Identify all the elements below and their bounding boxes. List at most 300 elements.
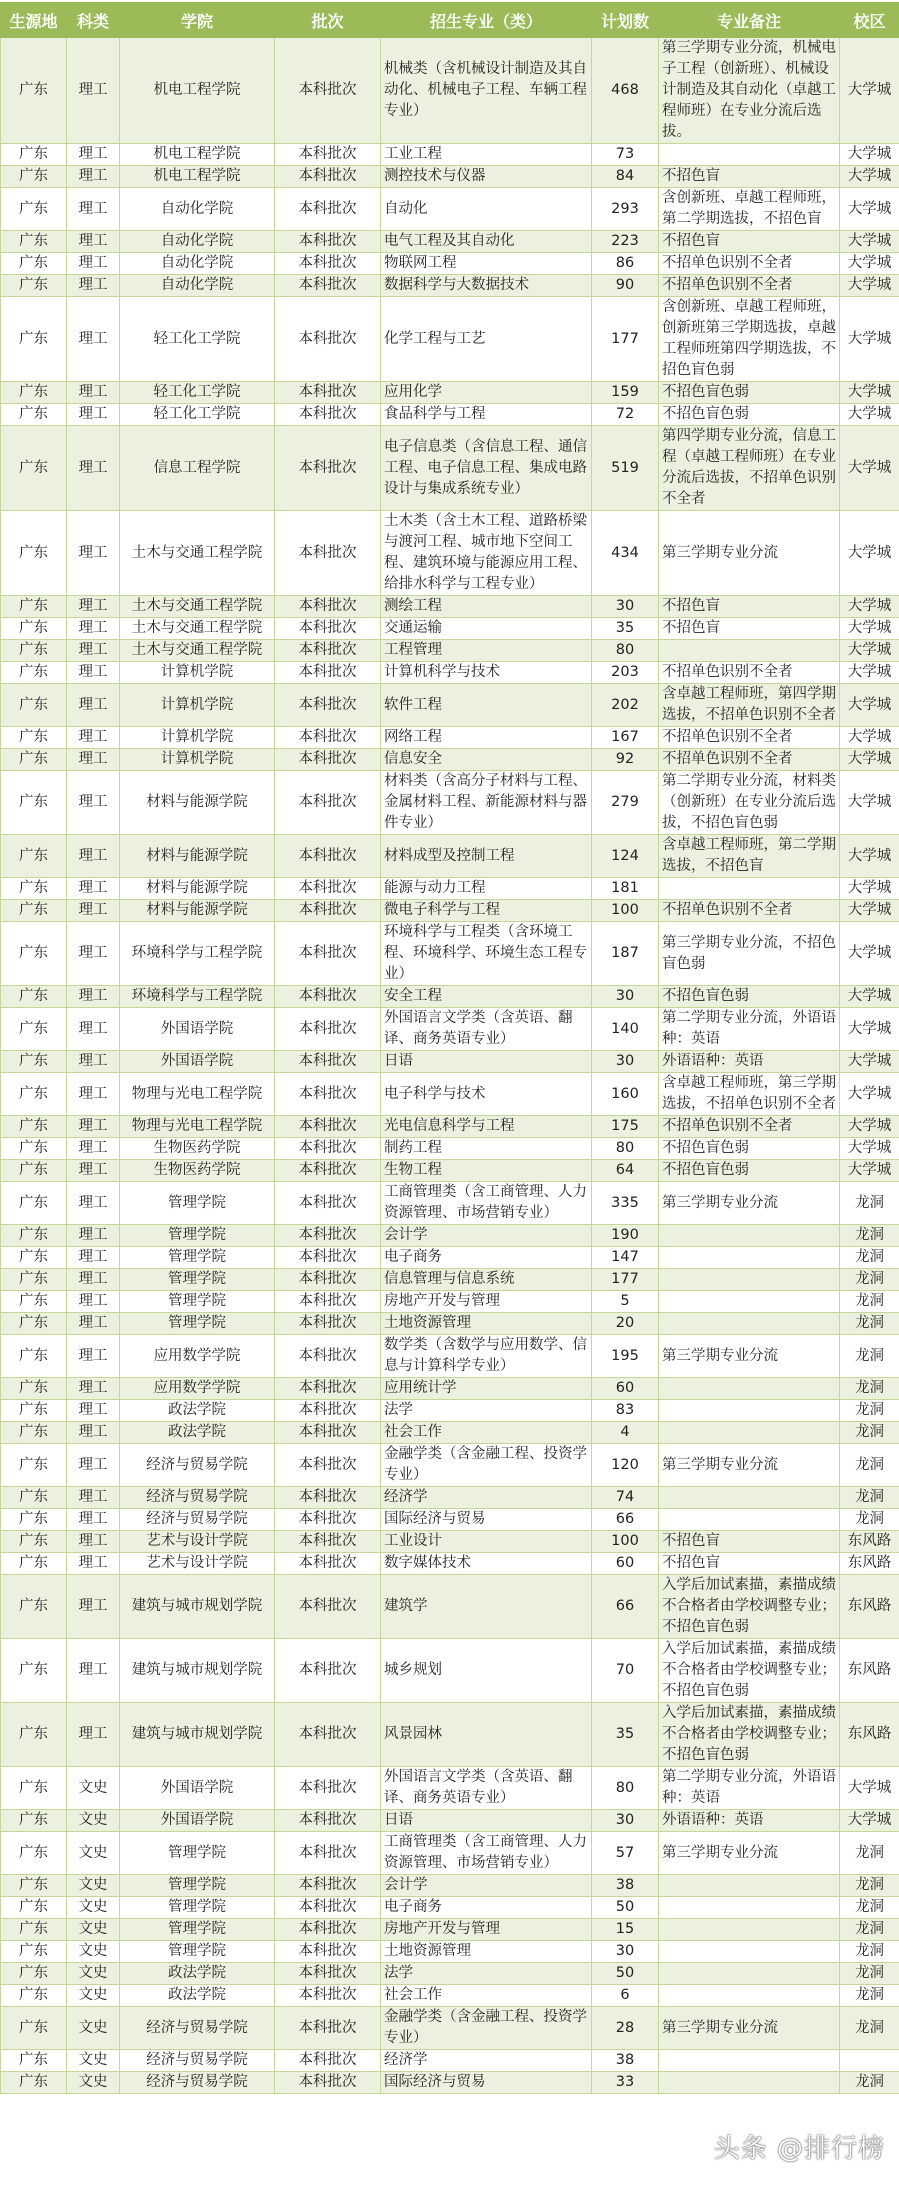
remarks-cell: 第三学期专业分流 [659,2007,840,2050]
batch-cell: 本科批次 [275,1116,381,1138]
major-cell: 交通运输 [381,618,592,640]
major-cell: 能源与动力工程 [381,878,592,900]
table-row [1,1810,899,1832]
origin-cell: 广东 [1,1832,67,1875]
campus-cell: 东风路 [840,1639,899,1703]
remarks-cell: 外语语种：英语 [659,1051,840,1073]
batch-cell: 本科批次 [275,1400,381,1422]
plan-count-cell: 90 [592,275,659,297]
college-cell: 经济与贸易学院 [120,2007,275,2050]
college-cell: 管理学院 [120,1941,275,1963]
category-cell: 理工 [67,275,120,297]
batch-cell: 本科批次 [275,684,381,727]
college-cell: 轻工化工学院 [120,382,275,404]
table-row [1,1313,899,1335]
major-cell: 电子商务 [381,1897,592,1919]
major-cell: 信息安全 [381,749,592,771]
campus-cell: 龙洞 [840,2072,899,2094]
campus-cell: 龙洞 [840,2007,899,2050]
major-cell: 电子商务 [381,1247,592,1269]
table-row [1,1182,899,1225]
major-cell: 测控技术与仪器 [381,166,592,188]
campus-cell: 大学城 [840,404,899,426]
college-cell: 艺术与设计学院 [120,1531,275,1553]
college-cell: 政法学院 [120,1422,275,1444]
remarks-cell: 第三学期专业分流，不招色盲色弱 [659,922,840,986]
major-cell: 外国语言文学类（含英语、翻译、商务英语专业） [381,1008,592,1051]
major-cell: 自动化 [381,188,592,231]
plan-count-cell: 335 [592,1182,659,1225]
remarks-cell: 不招色盲色弱 [659,1138,840,1160]
category-cell: 理工 [67,188,120,231]
plan-count-cell: 181 [592,878,659,900]
category-cell: 理工 [67,511,120,596]
college-cell: 管理学院 [120,1919,275,1941]
college-cell: 管理学院 [120,1875,275,1897]
category-cell: 理工 [67,1400,120,1422]
category-cell: 理工 [67,749,120,771]
campus-cell: 大学城 [840,426,899,511]
category-cell: 文史 [67,1767,120,1810]
origin-cell: 广东 [1,1400,67,1422]
college-cell: 管理学院 [120,1897,275,1919]
campus-cell: 大学城 [840,640,899,662]
plan-count-cell: 74 [592,1487,659,1509]
origin-cell: 广东 [1,1575,67,1639]
batch-cell: 本科批次 [275,1247,381,1269]
batch-cell: 本科批次 [275,1509,381,1531]
table-row [1,618,899,640]
remarks-cell: 不招单色识别不全者 [659,749,840,771]
origin-cell: 广东 [1,749,67,771]
enrollment-plan-table [0,2,899,2094]
remarks-cell [659,1509,840,1531]
batch-cell: 本科批次 [275,1313,381,1335]
college-cell: 应用数学学院 [120,1378,275,1400]
remarks-cell: 第三学期专业分流 [659,511,840,596]
table-row [1,1400,899,1422]
remarks-cell: 入学后加试素描，素描成绩不合格者由学校调整专业；不招色盲色弱 [659,1575,840,1639]
batch-cell: 本科批次 [275,166,381,188]
major-cell: 法学 [381,1400,592,1422]
table-row [1,1138,899,1160]
remarks-cell: 不招色盲色弱 [659,404,840,426]
campus-cell: 大学城 [840,1810,899,1832]
plan-count-cell: 30 [592,1051,659,1073]
remarks-cell [659,878,840,900]
remarks-cell: 含创新班、卓越工程师班，创新班第三学期选拔，卓越工程师班第四学期选拔，不招色盲色弱 [659,297,840,382]
major-cell: 信息管理与信息系统 [381,1269,592,1291]
college-cell: 政法学院 [120,1963,275,1985]
remarks-cell [659,144,840,166]
origin-cell: 广东 [1,986,67,1008]
table-row [1,166,899,188]
remarks-cell [659,1400,840,1422]
campus-cell: 龙洞 [840,1832,899,1875]
remarks-cell: 第二学期专业分流，材料类（创新班）在专业分流后选拔，不招色盲色弱 [659,771,840,835]
category-cell: 文史 [67,1941,120,1963]
table-row [1,1575,899,1639]
college-cell: 信息工程学院 [120,426,275,511]
table-row [1,771,899,835]
remarks-cell: 不招色盲 [659,166,840,188]
college-cell: 政法学院 [120,1985,275,2007]
category-cell: 理工 [67,166,120,188]
college-cell: 经济与贸易学院 [120,2072,275,2094]
major-cell: 城乡规划 [381,1639,592,1703]
plan-count-cell: 30 [592,596,659,618]
batch-cell: 本科批次 [275,878,381,900]
category-cell: 理工 [67,426,120,511]
campus-cell: 龙洞 [840,1247,899,1269]
major-cell: 国际经济与贸易 [381,2072,592,2094]
batch-cell: 本科批次 [275,297,381,382]
major-cell: 会计学 [381,1225,592,1247]
table-row [1,1553,899,1575]
batch-cell: 本科批次 [275,426,381,511]
table-row [1,1767,899,1810]
remarks-cell: 第三学期专业分流 [659,1335,840,1378]
campus-cell: 大学城 [840,771,899,835]
table-row [1,1269,899,1291]
major-cell: 工商管理类（含工商管理、人力资源管理、市场营销专业） [381,1182,592,1225]
college-cell: 生物医药学院 [120,1160,275,1182]
batch-cell: 本科批次 [275,618,381,640]
origin-cell: 广东 [1,771,67,835]
table-row [1,2072,899,2094]
campus-cell: 东风路 [840,1553,899,1575]
campus-cell: 大学城 [840,727,899,749]
origin-cell: 广东 [1,1008,67,1051]
table-row [1,1919,899,1941]
plan-count-cell: 203 [592,662,659,684]
header-campus: 校区 [840,3,899,38]
campus-cell [840,2050,899,2072]
plan-count-cell: 66 [592,1509,659,1531]
batch-cell: 本科批次 [275,1832,381,1875]
batch-cell: 本科批次 [275,253,381,275]
plan-count-cell: 35 [592,618,659,640]
category-cell: 理工 [67,662,120,684]
major-cell: 日语 [381,1051,592,1073]
origin-cell: 广东 [1,297,67,382]
category-cell: 理工 [67,231,120,253]
batch-cell: 本科批次 [275,1810,381,1832]
college-cell: 轻工化工学院 [120,297,275,382]
table-row [1,1703,899,1767]
remarks-cell: 不招色盲色弱 [659,986,840,1008]
campus-cell: 东风路 [840,1575,899,1639]
batch-cell: 本科批次 [275,511,381,596]
remarks-cell: 第四学期专业分流，信息工程（卓越工程师班）在专业分流后选拔，不招单色识别不全者 [659,426,840,511]
plan-count-cell: 38 [592,1875,659,1897]
batch-cell: 本科批次 [275,1985,381,2007]
table-row [1,1378,899,1400]
plan-count-cell: 177 [592,1269,659,1291]
origin-cell: 广东 [1,275,67,297]
table-row [1,640,899,662]
table-row [1,1291,899,1313]
plan-count-cell: 160 [592,1073,659,1116]
origin-cell: 广东 [1,2072,67,2094]
college-cell: 材料与能源学院 [120,900,275,922]
origin-cell: 广东 [1,188,67,231]
category-cell: 理工 [67,297,120,382]
major-cell: 网络工程 [381,727,592,749]
plan-count-cell: 175 [592,1116,659,1138]
origin-cell: 广东 [1,900,67,922]
major-cell: 土地资源管理 [381,1941,592,1963]
college-cell: 计算机学院 [120,749,275,771]
batch-cell: 本科批次 [275,1875,381,1897]
major-cell: 风景园林 [381,1703,592,1767]
plan-count-cell: 72 [592,404,659,426]
campus-cell: 龙洞 [840,1941,899,1963]
major-cell: 土木类（含土木工程、道路桥梁与渡河工程、城市地下空间工程、建筑环境与能源应用工程、给排水科学与工程专业） [381,511,592,596]
origin-cell: 广东 [1,1509,67,1531]
college-cell: 自动化学院 [120,253,275,275]
table-row [1,1008,899,1051]
origin-cell: 广东 [1,511,67,596]
plan-count-cell: 66 [592,1575,659,1639]
category-cell: 理工 [67,382,120,404]
table-row [1,426,899,511]
major-cell: 工商管理类（含工商管理、人力资源管理、市场营销专业） [381,1832,592,1875]
major-cell: 软件工程 [381,684,592,727]
origin-cell: 广东 [1,1444,67,1487]
remarks-cell: 不招色盲 [659,1531,840,1553]
batch-cell: 本科批次 [275,1444,381,1487]
category-cell: 文史 [67,1832,120,1875]
college-cell: 经济与贸易学院 [120,1509,275,1531]
remarks-cell [659,1291,840,1313]
campus-cell: 大学城 [840,618,899,640]
campus-cell: 龙洞 [840,1182,899,1225]
college-cell: 材料与能源学院 [120,771,275,835]
watermark: 头条 @排行榜 [714,2128,885,2165]
remarks-cell: 不招色盲色弱 [659,382,840,404]
category-cell: 文史 [67,1810,120,1832]
table-row [1,1487,899,1509]
plan-count-cell: 195 [592,1335,659,1378]
plan-count-cell: 64 [592,1160,659,1182]
major-cell: 材料成型及控制工程 [381,835,592,878]
table-body [1,38,899,2094]
category-cell: 理工 [67,1553,120,1575]
remarks-cell [659,1378,840,1400]
batch-cell: 本科批次 [275,596,381,618]
college-cell: 艺术与设计学院 [120,1553,275,1575]
college-cell: 物理与光电工程学院 [120,1116,275,1138]
campus-cell: 大学城 [840,144,899,166]
plan-count-cell: 100 [592,1531,659,1553]
remarks-cell: 含卓越工程师班，第二学期选拔，不招色盲 [659,835,840,878]
campus-cell: 大学城 [840,1073,899,1116]
category-cell: 理工 [67,1531,120,1553]
category-cell: 理工 [67,144,120,166]
campus-cell: 大学城 [840,662,899,684]
category-cell: 文史 [67,2007,120,2050]
category-cell: 理工 [67,1138,120,1160]
college-cell: 建筑与城市规划学院 [120,1639,275,1703]
table-row [1,1531,899,1553]
remarks-cell: 不招色盲 [659,1553,840,1575]
origin-cell: 广东 [1,684,67,727]
campus-cell: 龙洞 [840,1985,899,2007]
batch-cell: 本科批次 [275,900,381,922]
category-cell: 理工 [67,1182,120,1225]
college-cell: 管理学院 [120,1291,275,1313]
category-cell: 理工 [67,1008,120,1051]
origin-cell: 广东 [1,1639,67,1703]
campus-cell: 大学城 [840,231,899,253]
remarks-cell [659,1313,840,1335]
college-cell: 环境科学与工程学院 [120,922,275,986]
category-cell: 理工 [67,640,120,662]
batch-cell: 本科批次 [275,231,381,253]
college-cell: 土木与交通工程学院 [120,511,275,596]
plan-count-cell: 6 [592,1985,659,2007]
category-cell: 理工 [67,684,120,727]
college-cell: 管理学院 [120,1182,275,1225]
table-row [1,1335,899,1378]
header-plan-count: 计划数 [592,3,659,38]
origin-cell: 广东 [1,382,67,404]
campus-cell: 龙洞 [840,1422,899,1444]
table-row [1,1051,899,1073]
plan-count-cell: 468 [592,38,659,144]
header-college: 学院 [120,3,275,38]
remarks-cell [659,1963,840,1985]
category-cell: 理工 [67,1378,120,1400]
origin-cell: 广东 [1,1269,67,1291]
major-cell: 国际经济与贸易 [381,1509,592,1531]
plan-count-cell: 519 [592,426,659,511]
campus-cell: 龙洞 [840,1313,899,1335]
batch-cell: 本科批次 [275,1182,381,1225]
major-cell: 制药工程 [381,1138,592,1160]
table-row [1,749,899,771]
batch-cell: 本科批次 [275,275,381,297]
table-row [1,922,899,986]
remarks-cell: 不招色盲 [659,618,840,640]
origin-cell: 广东 [1,1073,67,1116]
batch-cell: 本科批次 [275,1160,381,1182]
batch-cell: 本科批次 [275,1008,381,1051]
origin-cell: 广东 [1,1703,67,1767]
college-cell: 机电工程学院 [120,144,275,166]
plan-count-cell: 30 [592,986,659,1008]
major-cell: 数字媒体技术 [381,1553,592,1575]
plan-count-cell: 167 [592,727,659,749]
origin-cell: 广东 [1,727,67,749]
college-cell: 管理学院 [120,1313,275,1335]
college-cell: 外国语学院 [120,1008,275,1051]
plan-count-cell: 187 [592,922,659,986]
remarks-cell: 不招单色识别不全者 [659,662,840,684]
table-row [1,1225,899,1247]
major-cell: 经济学 [381,1487,592,1509]
plan-count-cell: 86 [592,253,659,275]
table-row [1,1897,899,1919]
origin-cell: 广东 [1,1531,67,1553]
category-cell: 理工 [67,878,120,900]
table-row [1,1509,899,1531]
table-row [1,596,899,618]
plan-count-cell: 15 [592,1919,659,1941]
origin-cell: 广东 [1,1313,67,1335]
table-row [1,2050,899,2072]
plan-count-cell: 202 [592,684,659,727]
college-cell: 自动化学院 [120,231,275,253]
remarks-cell: 含创新班、卓越工程师班，第二学期选拔，不招色盲 [659,188,840,231]
category-cell: 理工 [67,1487,120,1509]
batch-cell: 本科批次 [275,1422,381,1444]
origin-cell: 广东 [1,1875,67,1897]
college-cell: 材料与能源学院 [120,835,275,878]
major-cell: 工程管理 [381,640,592,662]
remarks-cell [659,1985,840,2007]
major-cell: 数据科学与大数据技术 [381,275,592,297]
college-cell: 土木与交通工程学院 [120,596,275,618]
plan-count-cell: 84 [592,166,659,188]
college-cell: 外国语学院 [120,1767,275,1810]
major-cell: 计算机科学与技术 [381,662,592,684]
batch-cell: 本科批次 [275,749,381,771]
campus-cell: 大学城 [840,1138,899,1160]
major-cell: 社会工作 [381,1985,592,2007]
college-cell: 经济与贸易学院 [120,1487,275,1509]
remarks-cell: 不招单色识别不全者 [659,900,840,922]
category-cell: 理工 [67,1444,120,1487]
college-cell: 计算机学院 [120,684,275,727]
major-cell: 金融学类（含金融工程、投资学专业） [381,1444,592,1487]
remarks-cell [659,1225,840,1247]
batch-cell: 本科批次 [275,1767,381,1810]
plan-count-cell: 100 [592,900,659,922]
college-cell: 外国语学院 [120,1051,275,1073]
remarks-cell: 不招单色识别不全者 [659,275,840,297]
category-cell: 理工 [67,1073,120,1116]
remarks-cell [659,1897,840,1919]
category-cell: 理工 [67,618,120,640]
remarks-cell [659,1422,840,1444]
major-cell: 社会工作 [381,1422,592,1444]
batch-cell: 本科批次 [275,1269,381,1291]
table-row [1,684,899,727]
table-row [1,231,899,253]
category-cell: 理工 [67,986,120,1008]
remarks-cell: 不招单色识别不全者 [659,1116,840,1138]
origin-cell: 广东 [1,922,67,986]
plan-count-cell: 30 [592,1810,659,1832]
header-origin: 生源地 [1,3,67,38]
college-cell: 环境科学与工程学院 [120,986,275,1008]
category-cell: 理工 [67,404,120,426]
category-cell: 理工 [67,1160,120,1182]
batch-cell: 本科批次 [275,1941,381,1963]
major-cell: 房地产开发与管理 [381,1919,592,1941]
college-cell: 计算机学院 [120,662,275,684]
table-row [1,2007,899,2050]
batch-cell: 本科批次 [275,1487,381,1509]
origin-cell: 广东 [1,1291,67,1313]
college-cell: 建筑与城市规划学院 [120,1575,275,1639]
campus-cell: 龙洞 [840,1378,899,1400]
remarks-cell: 第二学期专业分流，外语语种：英语 [659,1767,840,1810]
batch-cell: 本科批次 [275,662,381,684]
batch-cell: 本科批次 [275,1225,381,1247]
